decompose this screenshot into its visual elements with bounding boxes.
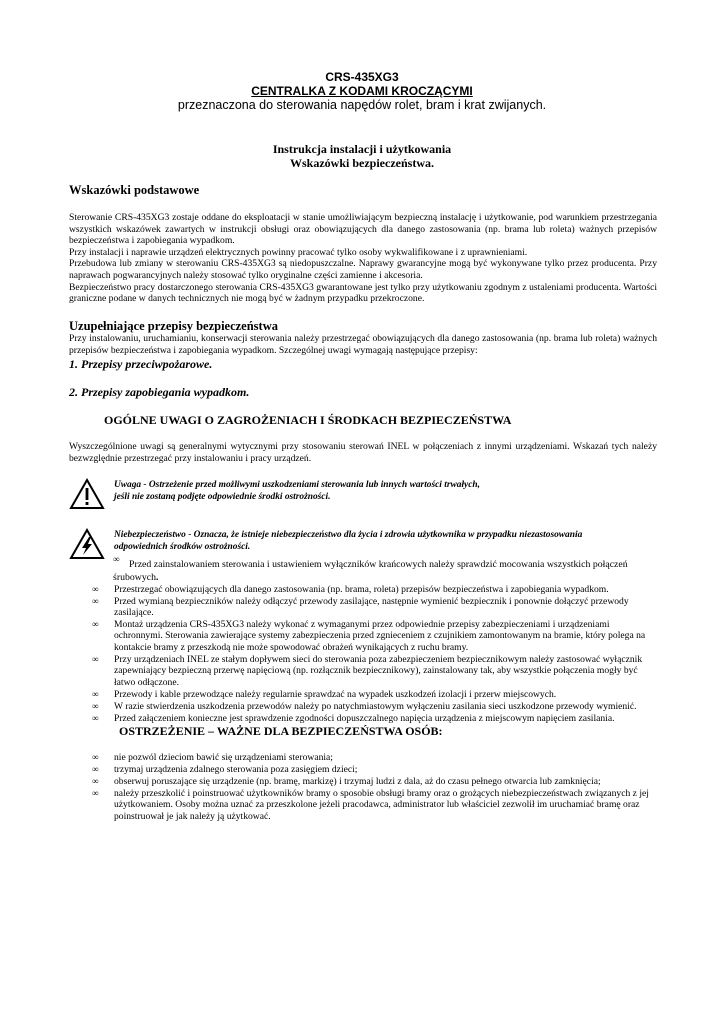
- list-item: [92, 764, 658, 776]
- danger-text: [114, 530, 659, 553]
- bullet-text: W razie stwierdzenia uszkodzenia przewodów należy po natychmiastowym wyłączeniu zasilania sieci uszkodzone przewody wymienić.: [114, 701, 637, 712]
- bullet-symbol: ∞: [92, 596, 99, 606]
- bullet-period: .: [156, 572, 159, 583]
- bullet-text: Przed załączeniem konieczne jest sprawdzenie zgodności dopuszczalnego napięcia urządzenia z miejscowym napięciem zasilania.: [114, 713, 615, 724]
- basic-paragraphs: [69, 212, 657, 305]
- bullet-symbol: ∞: [92, 788, 99, 798]
- bullet-text-part: śrubowych: [113, 572, 156, 583]
- list-item: [92, 584, 658, 596]
- bullet-symbol: ∞: [92, 776, 99, 786]
- supplementary-heading: Uzupełniające przepisy bezpieczeństwa: [69, 319, 278, 333]
- bullet-symbol: ∞: [92, 654, 99, 664]
- list-item: [92, 654, 658, 690]
- caution-line: Uwaga - Ostrzeżenie przed możliwymi uszkodzeniami sterowania lub innych wartości trwałych,: [114, 480, 480, 490]
- danger-line: Niebezpieczeństwo - Oznacza, że istnieje niebezpieczeństwo dla życia i zdrowia użytkownika w przypadku niezastosowania: [114, 530, 583, 540]
- model-title: CRS-435XG3: [325, 70, 399, 84]
- bullet-text: nie pozwól dzieciom bawić się urządzeniami sterowania;: [114, 752, 333, 763]
- caution-icon: [69, 478, 105, 510]
- purpose-line: przeznaczona do sterowania napędów rolet, bram i krat zwijanych.: [177, 98, 547, 112]
- list-item: [92, 596, 658, 620]
- basic-paragraph: Przebudowa lub zmiany w sterowaniu CRS-435XG3 są niedopuszczalne. Naprawy gwarancyjne mogą być wykonywane tylko przez producenta. Przy naprawach pogwarancyjnych należy stosować tylko oryginalne części zamienne i akcesoria.: [69, 258, 657, 281]
- list-item: [92, 689, 658, 701]
- bullet-text: [113, 572, 158, 583]
- manual-title: Instrukcja instalacji i użytkowania: [272, 142, 452, 156]
- bullet-symbol: ∞: [92, 701, 99, 711]
- bullet-text: Przewody i kable przewodzące należy regularnie sprawdzać na wypadek uszkodzeń izolacji i przerw miejscowych.: [114, 689, 557, 700]
- bullet-symbol: ∞: [92, 764, 99, 774]
- controller-subtitle: CENTRALKA Z KODAMI KROCZĄCYMI: [251, 84, 473, 98]
- bullet-symbol: ∞: [92, 689, 99, 699]
- users-heading: OSTRZEŻENIE – WAŻNE DLA BEZPIECZEŃSTWA OSÓB:: [119, 724, 443, 738]
- list-item: [92, 619, 658, 655]
- bullet-symbol: ∞: [92, 584, 99, 594]
- bullet-text: należy przeszkolić i poinstruować użytkowników bramy o sposobie obsługi bramy oraz o grożących niebezpieczeństwach związanych z jej użytkowaniem. Osoby można uznać za przeszkolone jeżeli pracodawca, administrator lub właściciel zezwolił im uruchamiać bramę oraz poinstruował je jak należy ją użytkować.: [114, 788, 649, 822]
- bullet-symbol: ∞: [113, 554, 120, 564]
- rule-item-accident: 2. Przepisy zapobiegania wypadkom.: [69, 385, 250, 399]
- bullet-text: Montaż urządzenia CRS-435XG3 należy wykonać z wymaganymi przez odpowiednie przepisy zabezpieczeniami i urządzeniami ochronnymi. Sterowania zawierające systemy zabezpieczenia przed zgnieceniem z czujnikiem zamontowanym na bramie, który polega na kontakcie bramy z przeszkodą nie może spowodować obrażeń wynikających z ruchu bramy.: [114, 619, 646, 653]
- caution-text: [114, 480, 659, 503]
- list-item: [92, 776, 658, 788]
- bullet-text: Przy urządzeniach INEL ze stałym dopływem sieci do sterowania poza zabezpieczeniem bezpiecznikowym należy zastosować wyłącznik zapewniający bezpieczną przerwę napięciową (np. rozłącznik bezpiecznikowy), zainstalowany tak, aby wszystkie połączenia mogły być łatwo odłączone.: [114, 654, 643, 688]
- basic-paragraph: Przy instalacji i naprawie urządzeń elektrycznych powinny pracować tylko osoby wykwalifikowane i z uprawnieniami.: [69, 246, 528, 258]
- bullet-text: Przed zainstalowaniem sterowania i ustawieniem wyłączników krańcowych należy sprawdzić mocowania wszystkich połączeń: [129, 559, 628, 570]
- basic-paragraph: Bezpieczeństwo pracy dostarczonego sterowania CRS-435XG3 gwarantowane jest tylko przy użytkowaniu zgodnym z ustaleniami producenta. Wartości graniczne podane w danych technicznych nie mogą być w żadnym przypadku przekroczone.: [69, 281, 657, 305]
- bullet-text: trzymaj urządzenia zdalnego sterowania poza zasięgiem dzieci;: [114, 764, 358, 775]
- basic-heading: Wskazówki podstawowe: [69, 183, 200, 197]
- list-item: [92, 701, 658, 713]
- bullet-symbol: ∞: [92, 713, 99, 723]
- safety-title: Wskazówki bezpieczeństwa.: [290, 156, 434, 170]
- basic-paragraph: Sterowanie CRS-435XG3 zostaje oddane do eksploatacji w stanie umożliwiającym bezpieczną instalację i użytkowanie, pod warunkiem przestrzegania wszystkich wskazówek zawartych w instrukcji obsługi oraz obowiązujących dla danego zastosowania (np. brama lub roleta) ważnych przepisów bezpieczeństwa i zapobiegania wypadkom.: [69, 212, 657, 247]
- caution-line: jeśli nie zostaną podjęte odpowiednie środki ostrożności.: [114, 491, 331, 502]
- rule-item-fire: 1. Przepisy przeciwpożarowe.: [69, 357, 213, 371]
- list-item: [113, 555, 658, 585]
- general-text: Wyszczególnione uwagi są generalnymi wytycznymi przy stosowaniu sterowań INEL w połączeniach z innymi urządzeniami. Wskazań tych należy bezwzględnie przestrzegać przy instalowaniu i pracy urządzeń.: [69, 441, 657, 464]
- high-voltage-icon: [69, 528, 105, 560]
- bullet-symbol: ∞: [92, 752, 99, 762]
- bullet-text: Przestrzegać obowiązujących dla danego zastosowania (np. brama, roleta) przepisów bezpieczeństwa i zapobiegania wypadkom.: [114, 584, 609, 595]
- bullet-symbol: ∞: [92, 619, 99, 629]
- list-item: [92, 752, 658, 764]
- supplementary-text: Przy instalowaniu, uruchamianiu, konserwacji sterowania należy przestrzegać obowiązujących dla danego zastosowania (np. brama lub roleta) ważnych przepisów bezpieczeństwa i zapobiegania wypadkom. Szczególnej uwagi wymagają następujące przepisy:: [69, 333, 657, 356]
- danger-line: odpowiednich środków ostrożności.: [114, 541, 251, 552]
- bullet-text: obserwuj poruszające się urządzenie (np. bramę, markizę) i trzymaj ludzi z dala, aż do czasu pełnego otwarcia lub zamknięcia;: [114, 776, 601, 787]
- list-item: [92, 788, 658, 824]
- general-heading: OGÓLNE UWAGI O ZAGROŻENIACH I ŚRODKACH BEZPIECZEŃSTWA: [104, 413, 512, 427]
- bullet-text: Przed wymianą bezpieczników należy odłączyć przewody zasilające, następnie wymienić bezpiecznik i ponownie dołączyć przewody zasilające.: [114, 596, 629, 619]
